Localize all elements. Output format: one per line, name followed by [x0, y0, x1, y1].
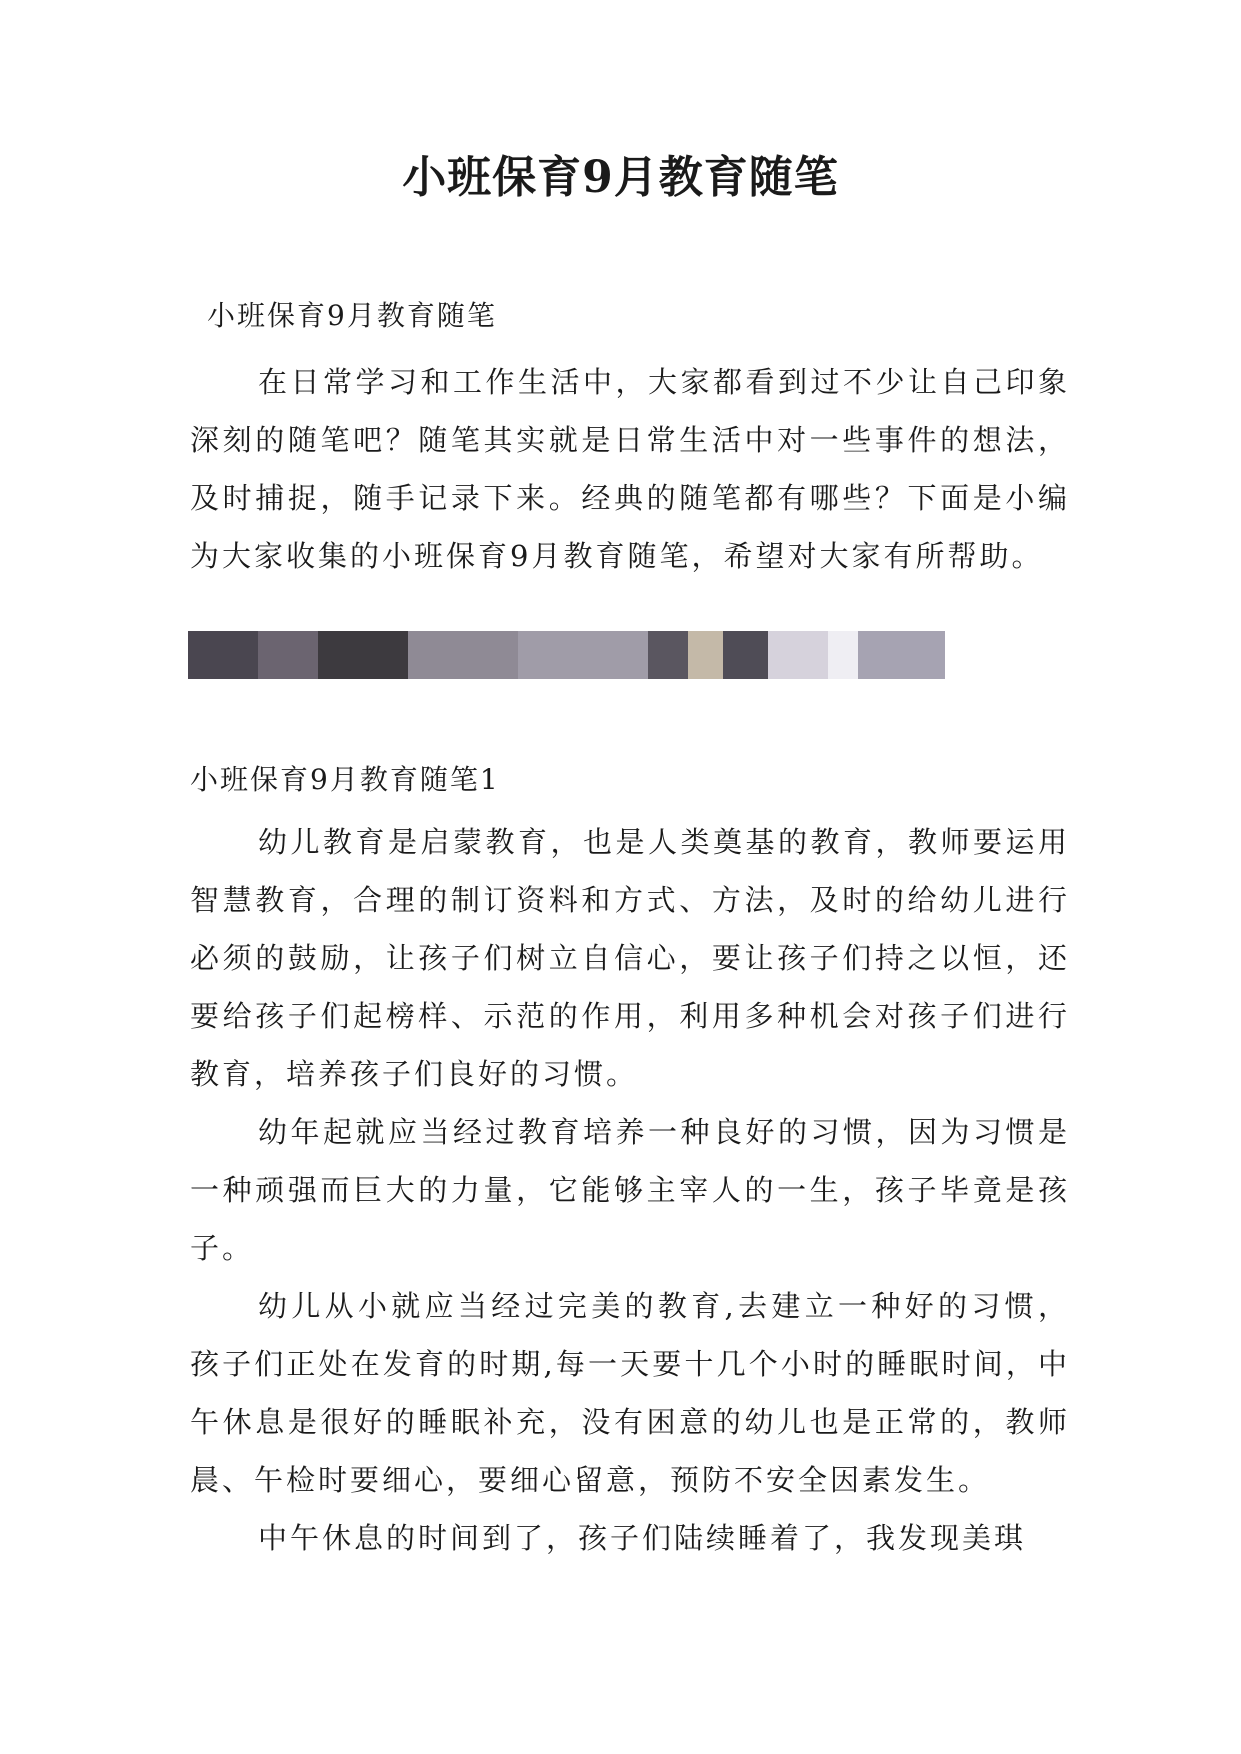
body-paragraph: 幼年起就应当经过教育培养一种良好的习惯，因为习惯是一种顽强而巨大的力量，它能够主宰人的一生，孩子毕竟是孩子。 [190, 1115, 1070, 1265]
body-paragraph: 幼儿教育是启蒙教育，也是人类奠基的教育，教师要运用智慧教育，合理的制订资料和方式、方法，及时的给幼儿进行必须的鼓励，让孩子们树立自信心，要让孩子们持之以恒，还要给孩子们起榜样、示范的作用，利用多种机会对孩子们进行教育，培养孩子们良好的习惯。 [190, 825, 1070, 1091]
body-paragraph: 幼儿从小就应当经过完美的教育,去建立一种好的习惯，孩子们正处在发育的时期,每一天要十几个小时的睡眠时间，中午休息是很好的睡眠补充，没有困意的幼儿也是正常的，教师晨、午检时要细心，要细心留意，预防不安全因素发生。 [190, 1289, 1070, 1497]
section-heading: 小班保育9月教育随笔1 [190, 763, 500, 796]
body-paragraph: 中午休息的时间到了，孩子们陆续睡着了，我发现美琪 [258, 1521, 1027, 1555]
subheading: 小班保育9月教育随笔 [207, 299, 497, 332]
page-title: 小班保育9月教育随笔 [402, 152, 839, 203]
photo-strip [188, 631, 945, 679]
intro-paragraph: 在日常学习和工作生活中，大家都看到过不少让自己印象深刻的随笔吧？随笔其实就是日常生活中对一些事件的想法，及时捕捉，随手记录下来。经典的随笔都有哪些？下面是小编为大家收集的小班保育9月教育随笔，希望对大家有所帮助。 [190, 365, 1070, 573]
